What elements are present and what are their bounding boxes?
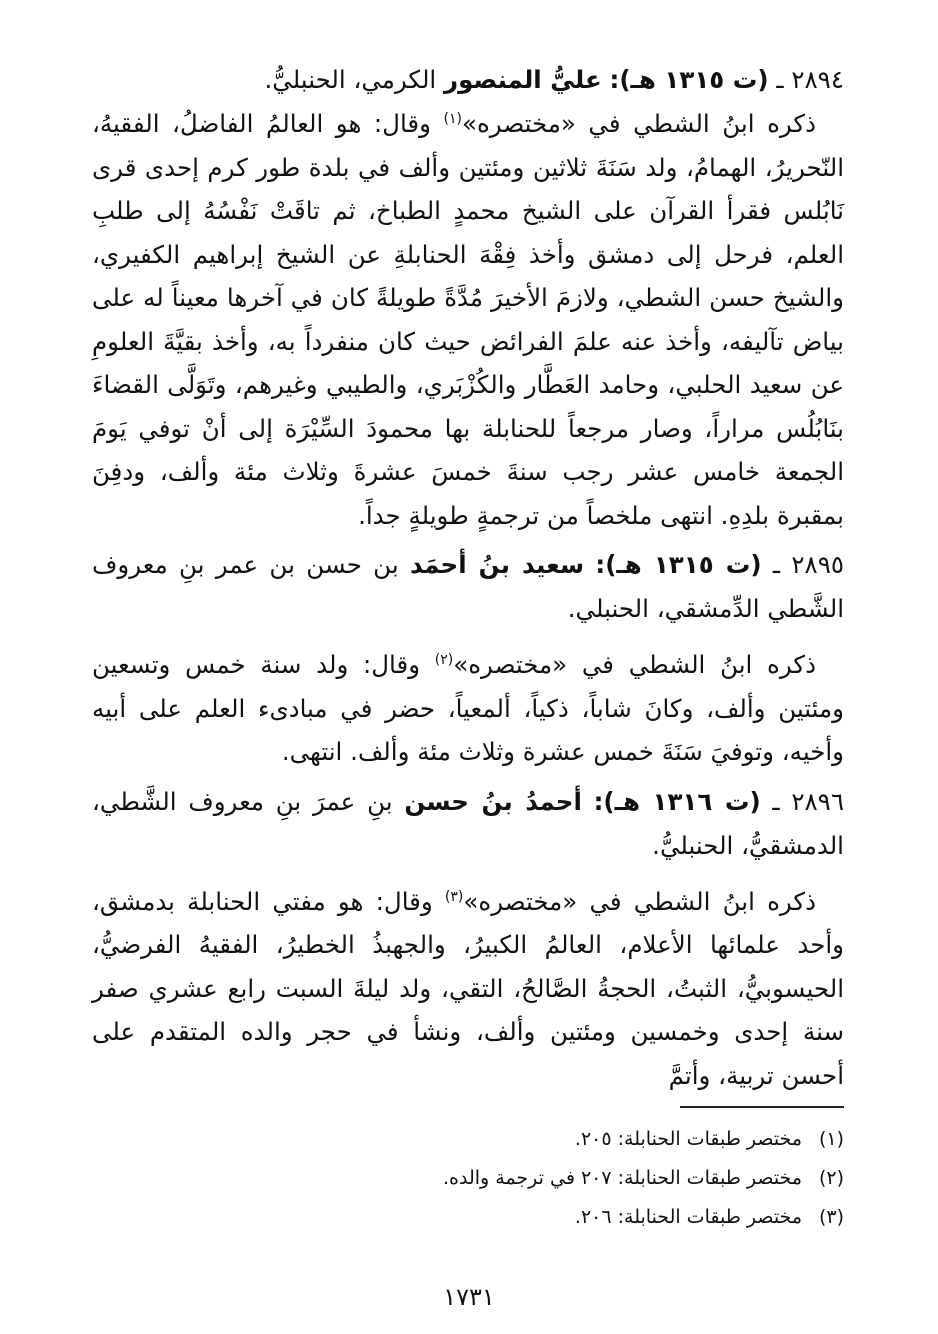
page-number: ١٧٣١ [443, 1283, 495, 1311]
body-text: وقال: هو العالمُ الفاضلُ، الفقيهُ، النّحريرُ، الهمامُ، ولد سَنَةَ ثلاثين ومئتين وألف في بلدة طور كرم إحدى قرى نَابُلس فقرأ القرآن على الشيخ محمدٍ الطباخ، ثم تاقَتْ نَفْسُهُ إلى طلبِ العلم، فرحل إلى دمشق وأخذ فِقْهَ الحنابلةِ عن الشيخ إبراهيم الكفيري، والشيخ حسن الشطي، ولازمَ الأخيرَ مُدَّةً طويلةً كان في آخرها معيناً له على بياض تآليفه، وأخذ عنه علمَ الفرائض حيث كان منفرداً به، وأخذ بقيَّةَ العلومِ عن سعيد الحلبي، وحامد العَطَّار والكُزْبَري، والطيبي وغيرهم، وتَوَلَّى القضاءَ بنَابُلُس مراراً، وصار مرجعاً للحنابلة بها محمودَ السِّيْرَة إلى أنْ توفي يَومَ الجمعة خامس عشر رجب سنةَ خمسَ عشرةَ وثلاث مئة وألف، ودفِنَ بمقبرة بلدِهِ. انتهى ملخصاً من ترجمةٍ طويلةٍ جداً. [92, 109, 844, 530]
footnote-divider [680, 1106, 844, 1108]
person-name-rest: بنِ عمرَ بنِ معروف الشَّطي، الدمشقيُّ، الحنبليُّ. [92, 786, 844, 860]
body-text: ذكره ابنُ الشطي في «مختصره» [463, 886, 817, 916]
body-text: وقال: ولد سنة خمس وتسعين ومئتين وألف، وكانَ شاباً، ذكياً، ألمعياً، حضر في مبادىء العلم على أبيه وأخيه، وتوفيَ سَنَةَ خمس عشرة وثلاث مئة وألف. انتهى. [92, 650, 844, 766]
footnote-number: (٣) [818, 1206, 844, 1228]
entry-heading: ٢٨٩٦ ـ (ت ١٣١٦ هـ): أحمدُ بنُ حسن بنِ عمرَ بنِ معروف الشَّطي، الدمشقيُّ، الحنبليُّ. [92, 786, 844, 860]
footnote [92, 1198, 844, 1237]
footnote-number: (٢) [818, 1167, 844, 1189]
entry-number: ٢٨٩٤ [791, 65, 844, 94]
footnote-ref[interactable]: (١) [443, 110, 462, 127]
body-text: ذكره ابنُ الشطي في «مختصره» [461, 109, 817, 138]
footnote-text: مختصر طبقات الحنابلة: ٢٠٧ في ترجمة والده. [443, 1167, 802, 1189]
footnote-text: مختصر طبقات الحنابلة: ٢٠٦. [574, 1206, 802, 1228]
entry-body [92, 102, 844, 537]
death-note: (ت ١٣١٥ هـ): [595, 550, 762, 579]
body-text: وقال: هو مفتي الحنابلة بدمشق، وأحد علمائها الأعلام، العالمُ الكبيرُ، والجهبذُ الخطيرُ، الفقيهُ الفرضيُّ، الحيسوبيُّ، الثبتُ، الحجةُ الصَّالحُ، التقي، ولد ليلةَ السبت رابع عشري صفر سنة إحدى وخمسين ومئتين وألف، ونشأ في حجر والده المتقدم على أحسن تربية، وأتمَّ [92, 886, 844, 1090]
person-name: سعيد بنُ أحمَد [409, 550, 585, 579]
footnote [92, 1120, 844, 1159]
page-text [92, 58, 844, 1097]
person-name: عليُّ المنصور [444, 65, 602, 94]
person-name-rest: بن حسن بن عمر بنِ معروف الشَّطي الدِّمشقي، الحنبلي. [92, 550, 844, 623]
entry-heading: ٢٨٩٥ ـ (ت ١٣١٥ هـ): سعيد بنُ أحمَد بن حسن بن عمر بنِ معروف الشَّطي الدِّمشقي، الحنبلي. [92, 550, 845, 623]
person-name: أحمدُ بنُ حسن [404, 786, 582, 816]
entry-body [92, 643, 844, 774]
body-text: ذكره ابنُ الشطي في «مختصره» [453, 650, 816, 679]
entry-number: ٢٨٩٦ [791, 786, 844, 816]
entry-number: ٢٨٩٥ [791, 550, 845, 579]
death-note: (ت ١٣١٦ هـ): [593, 786, 761, 816]
footnote-text: مختصر طبقات الحنابلة: ٢٠٥. [574, 1128, 802, 1150]
footnote-ref[interactable]: (٢) [434, 651, 454, 668]
footnote-ref[interactable]: (٣) [444, 888, 464, 905]
entry-heading: ٢٨٩٤ ـ (ت ١٣١٥ هـ): عليُّ المنصور الكرمي، الحنبليُّ. [264, 65, 844, 94]
person-name-rest: الكرمي، الحنبليُّ. [264, 65, 445, 94]
entry-body [92, 880, 844, 1098]
death-note: (ت ١٣١٥ هـ): [609, 65, 769, 94]
footnote-number: (١) [818, 1128, 844, 1150]
footnotes [92, 1120, 844, 1237]
footnote [92, 1159, 844, 1198]
